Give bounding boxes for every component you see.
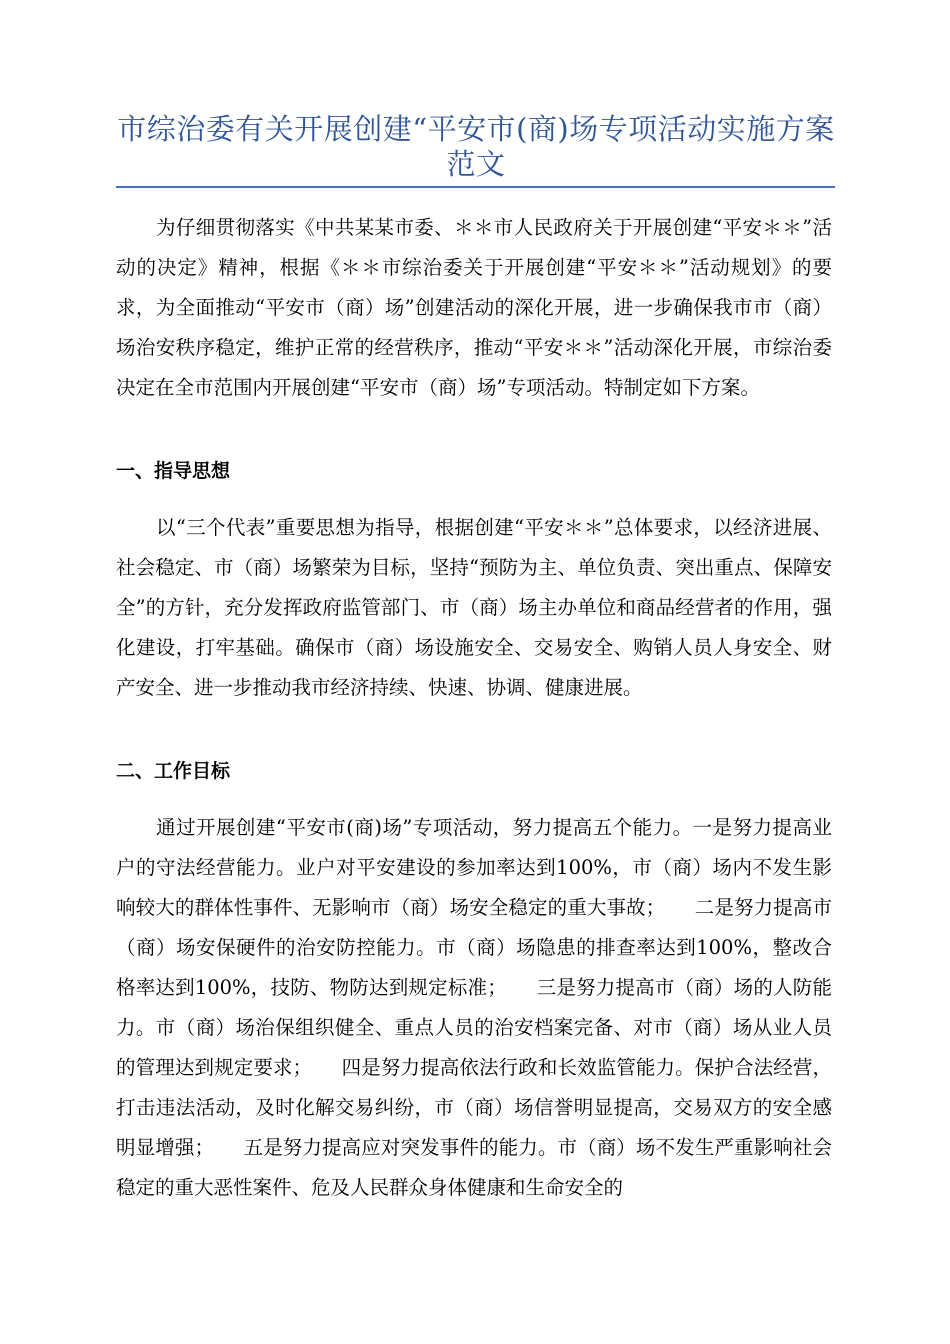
section-1-body-container bbox=[116, 508, 832, 708]
title-block bbox=[116, 112, 836, 182]
page-title: 市综治委有关开展创建“平安市(商)场专项活动实施方案范文 bbox=[117, 112, 835, 181]
section-paragraph-work-goals: 通过开展创建“平安市(商)场”专项活动，努力提高五个能力。一是努力提高业户的守法经营能力。业户对平安建设的参加率达到100%，市（商）场内不发生影响较大的群体性事件、无影响市（商）场安全稳定的重大事故； 二是努力提高市（商）场安保硬件的治安防控能力。市（商）场隐患的排查率达到100%，整改合格率达到100%，技防、物防达到规定标准； 三是努力提高市（商）场的人防能力。市（商）场治保组织健全、重点人员的治安档案完备、对市（商）场从业人员的管理达到规定要求； 四是努力提高依法行政和长效监管能力。保护合法经营，打击违法活动，及时化解交易纠纷，市（商）场信誉明显提高，交易双方的安全感明显增强； 五是努力提高应对突发事件的能力。市（商）场不发生严重影响社会稳定的重大恶性案件、危及人民群众身体健康和生命安全的 bbox=[116, 816, 832, 1199]
section-paragraph-guiding-ideology: 以“三个代表”重要思想为指导，根据创建“平安＊＊”总体要求，以经济进展、社会稳定、市（商）场繁荣为目标，坚持“预防为主、单位负责、突出重点、保障安全”的方针，充分发挥政府监管部门、市（商）场主办单位和商品经营者的作用，强化建设，打牢基础。确保市（商）场设施安全、交易安全、购销人员人身安全、财产安全、进一步推动我市经济持续、快速、协调、健康进展。 bbox=[116, 516, 832, 699]
section-2-heading-container bbox=[116, 758, 832, 784]
section-heading-work-goals: 二、工作目标 bbox=[116, 760, 231, 782]
intro-paragraph: 为仔细贯彻落实《中共某某市委、＊＊市人民政府关于开展创建“平安＊＊”活动的决定》精神，根据《＊＊市综治委关于开展创建“平安＊＊”活动规划》的要求，为全面推动“平安市（商）场”创建活动的深化开展，进一步确保我市市（商）场治安秩序稳定，维护正常的经营秩序，推动“平安＊＊”活动深化开展，市综治委决定在全市范围内开展创建“平安市（商）场”专项活动。特制定如下方案。 bbox=[116, 216, 832, 399]
intro-paragraph-container bbox=[116, 208, 832, 408]
section-heading-guiding-ideology: 一、指导思想 bbox=[116, 460, 231, 482]
section-2-body-container bbox=[116, 808, 832, 1208]
title-divider bbox=[116, 186, 835, 188]
section-1-heading-container bbox=[116, 458, 832, 484]
